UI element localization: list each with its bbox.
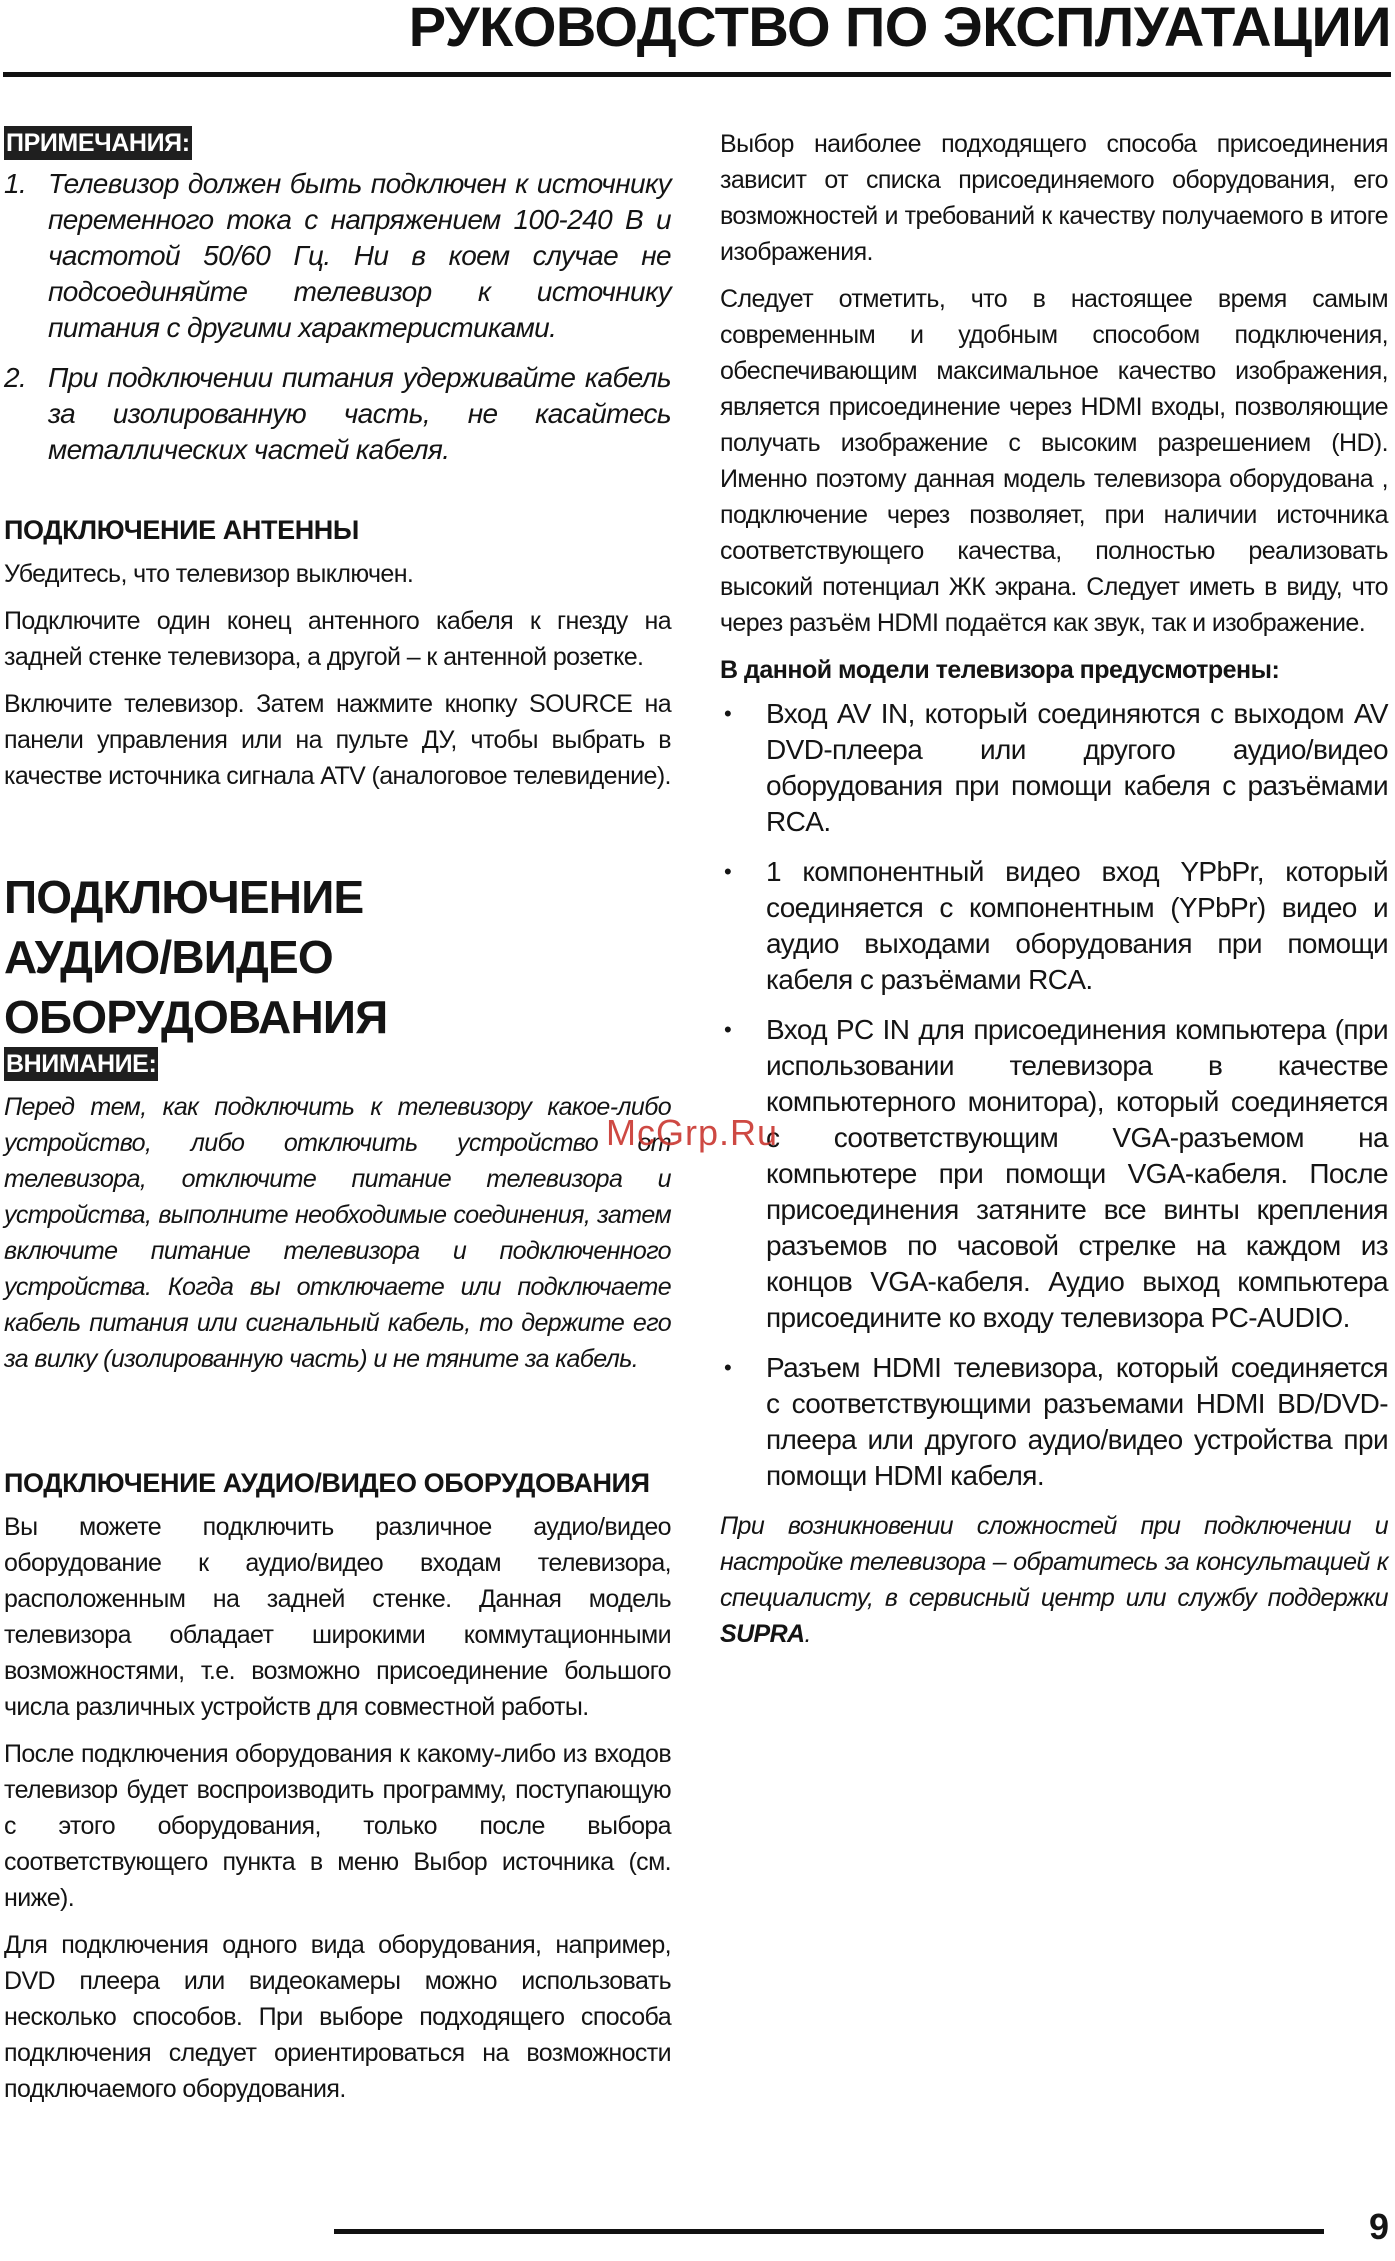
notes-label: ПРИМЕЧАНИЯ:: [4, 126, 192, 160]
feature-text: 1 компонентный видео вход YPbPr, который соединяется с компонентным (YPbPr) видео и аудио выходами оборудования при помощи кабеля с разъёмами RCA.: [766, 856, 1388, 995]
watermark: McGrp.Ru: [606, 1112, 779, 1153]
right-column: [720, 126, 1388, 1652]
feature-text: Вход AV IN, который соединяются с выходом AV DVD-плеера или другого аудио/видео оборудования при помощи кабеля с разъёмами RCA.: [766, 698, 1388, 837]
bullet-icon: •: [724, 1017, 732, 1042]
left-column: [4, 126, 671, 2118]
feature-text: Вход PC IN для присоединения компьютера (при использовании телевизора в качестве компьютерного монитора), который соединяется с соответствующим VGA-разъемом на компьютере при помощи VGA-кабеля. После присоединения затяните все винты крепления разъемов по часовой стрелке на каждом из концов VGA-кабеля. Аудио выход компьютера присоедините ко входу телевизора PC-AUDIO.: [766, 1014, 1388, 1333]
features-list: [720, 696, 1388, 1494]
feature-item: [720, 696, 1388, 840]
antenna-paragraph: Убедитесь, что телевизор выключен.: [4, 560, 414, 588]
right-paragraph: Выбор наиболее подходящего способа присоединения зависит от списка присоединяемого оборудования, его возможностей и требований к качеству получаемого в итоге изображения.: [720, 130, 1388, 266]
note-text: Телевизор должен быть подключен к источнику переменного тока с напряжением 100-240 В и частотой 50/60 Гц. Ни в коем случае не подсоединяйте телевизор к источнику питания с другими характеристиками.: [48, 168, 671, 343]
av-paragraph: Для подключения одного вида оборудования, например, DVD плеера или видеокамеры можно использовать несколько способов. При выборе подходящего способа подключения следует ориентироваться на возможности подключаемого оборудования.: [4, 1931, 671, 2103]
footer-rule: [334, 2229, 1324, 2234]
feature-item: [720, 1012, 1388, 1336]
page-number: 9: [1368, 2206, 1389, 2247]
antenna-heading: ПОДКЛЮЧЕНИЕ АНТЕННЫ: [4, 515, 359, 545]
right-paragraph: Следует отметить, что в настоящее время самым современным и удобным способом подключения, обеспечивающим максимальное качество изображения, является присоединение через HDMI входы, позволяющие получать изображение с высоким разрешением (HD). Именно поэтому данная модель телевизора оборудована , подключение через позволяет, при наличии источника соответствующего качества, полностью реализовать высокий потенциал ЖК экрана. Следует иметь в виду, что через разъём HDMI подаётся как звук, так и изображение.: [720, 285, 1388, 637]
note-number: 1.: [4, 168, 27, 199]
closing-text: [720, 1508, 1388, 1652]
note-item: [4, 360, 671, 468]
note-item: [4, 166, 671, 346]
note-text: При подключении питания удерживайте кабель за изолированную часть, не касайтесь металлических частей кабеля.: [48, 362, 671, 465]
feature-text: Разъем HDMI телевизора, который соединяется с соответствующими разъемами HDMI BD/DVD-плеера или другого аудио/видео устройства при помощи HDMI кабеля.: [766, 1352, 1388, 1491]
bullet-icon: •: [724, 701, 732, 726]
warning-text: Перед тем, как подключить к телевизору какое-либо устройство, либо отключить устройство от телевизора, отключите питание телевизора и устройства, выполните необходимые соединения, затем включите питание телевизора и подключенного устройства. Когда вы отключаете или подключаете кабель питания или сигнальный кабель, то держите его за вилку (изолированную часть) и не тяните за кабель.: [4, 1093, 671, 1373]
header-rule: [3, 72, 1391, 77]
av-paragraph: После подключения оборудования к какому-либо из входов телевизор будет воспроизводить программу, поступающую с этого оборудования, только после выбора соответствующего пункта в меню Выбор источника (см. ниже).: [4, 1740, 671, 1912]
feature-item: [720, 1350, 1388, 1494]
feature-item: [720, 854, 1388, 998]
warning-label: ВНИМАНИЕ:: [4, 1047, 158, 1081]
av-paragraph: Вы можете подключить различное аудио/видео оборудование к аудио/видео входам телевизора, расположенным на задней стенке. Данная модель телевизора обладает широкими коммутационными возможностями, т.е. возможно присоединение большого числа различных устройств для совместной работы.: [4, 1513, 671, 1721]
av-section-heading-line1: ПОДКЛЮЧЕНИЕ: [4, 871, 364, 923]
antenna-paragraph: Включите телевизор. Затем нажмите кнопку SOURCE на панели управления или на пульте ДУ, чтобы выбрать в качестве источника сигнала ATV (аналоговое телевидение).: [4, 690, 671, 790]
closing-period: .: [804, 1620, 811, 1648]
features-lead: В данной модели телевизора предусмотрены:: [720, 656, 1280, 684]
av-section-heading-line2: АУДИО/ВИДЕО ОБОРУДОВАНИЯ: [4, 931, 388, 1043]
brand-name: SUPRA: [720, 1620, 805, 1648]
closing-text-body: При возникновении сложностей при подключении и настройке телевизора – обратитесь за консультацией к специалисту, в сервисный центр или службу поддержки: [720, 1512, 1388, 1612]
notes-list: [4, 166, 671, 468]
bullet-icon: •: [724, 1355, 732, 1380]
page-header-title: РУКОВОДСТВО ПО ЭКСПЛУАТАЦИИ: [408, 0, 1391, 58]
av-sub-heading: ПОДКЛЮЧЕНИЕ АУДИО/ВИДЕО ОБОРУДОВАНИЯ: [4, 1468, 650, 1498]
bullet-icon: •: [724, 859, 732, 884]
note-number: 2.: [4, 362, 27, 393]
antenna-paragraph: Подключите один конец антенного кабеля к гнезду на задней стенке телевизора, а другой – к антенной розетке.: [4, 607, 671, 671]
